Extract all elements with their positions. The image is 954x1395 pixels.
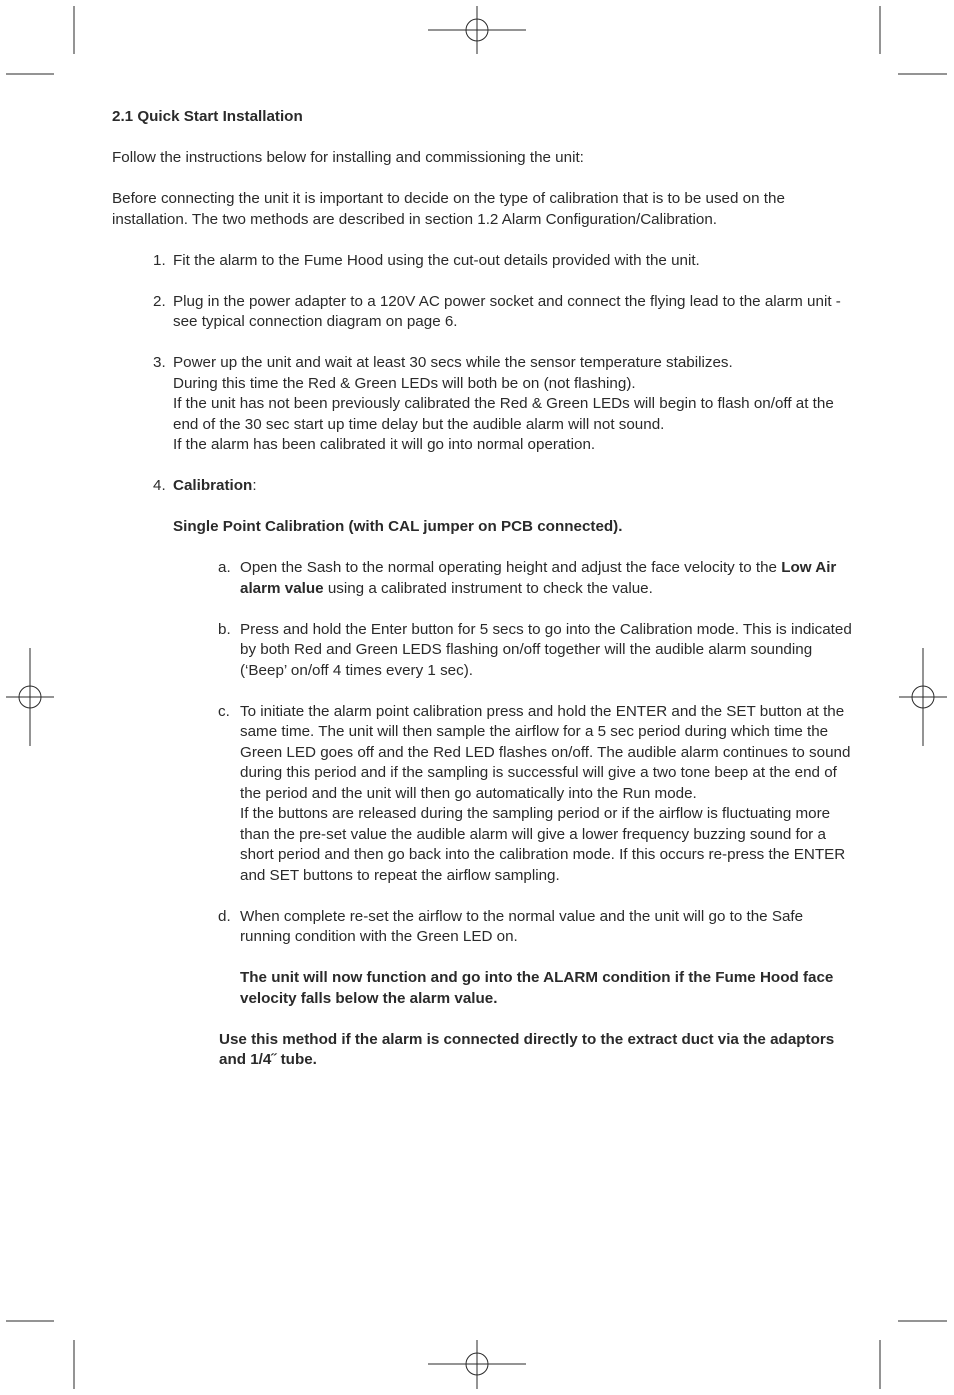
step-text: To initiate the alarm point calibration press and hold the ENTER and the SET button at the same time. The unit will then sample the airflow for a 5 sec period during which time the Green LED goes off and the Red LED flashes on/off. The audible alarm continues to sound during this period and if the sampling is successful will give a two tone beep at the end of the period and the unit will then go automatically into the Run mode.	[240, 702, 851, 802]
step-line: If the alarm has been calibrated it will go into normal operation.	[173, 436, 596, 453]
step-letter: c.	[218, 702, 230, 720]
calibration-colon: :	[252, 477, 257, 494]
low-air-alarm-value: Low Air alarm value	[240, 559, 837, 597]
step-text: using a calibrated instrument to check the value.	[323, 579, 653, 597]
step-line: During this time the Red & Green LEDs will both be on (not flashing).	[173, 374, 636, 392]
calibration-type-paragraph: Before connecting the unit it is important to decide on the type of calibration that is to be used on the installation. The two methods are described in section 1.2 Alarm Configuration/Calibration.	[112, 190, 785, 228]
step-letter: a.	[218, 559, 231, 576]
page-content	[112, 107, 852, 1071]
step-number: 2.	[153, 292, 166, 310]
step-2	[112, 292, 852, 333]
step-text: Plug in the power adapter to a 120V AC power socket and connect the flying lead to the alarm unit - see typical connection diagram on page 6.	[173, 292, 841, 330]
calibration-step-a	[112, 558, 852, 599]
step-letter: d.	[218, 907, 231, 925]
alarm-condition-note: The unit will now function and go into the ALARM condition if the Fume Hood face velocity falls below the alarm value.	[240, 969, 834, 1007]
step-number: 4.	[153, 477, 166, 494]
calibration-step-c	[112, 702, 852, 887]
step-4	[112, 476, 852, 497]
single-point-calibration-heading: Single Point Calibration (with CAL jumper on PCB connected).	[173, 518, 623, 535]
step-line: If the unit has not been previously calibrated the Red & Green LEDs will begin to flash on/off at the end of the 30 sec start up time delay but the audible alarm will not sound.	[173, 395, 834, 433]
step-text: When complete re-set the airflow to the normal value and the unit will go to the Safe running condition with the Green LED on.	[240, 907, 804, 945]
intro-paragraph: Follow the instructions below for installing and commissioning the unit:	[112, 149, 584, 166]
step-number: 1.	[153, 251, 166, 269]
step-line: Power up the unit and wait at least 30 secs while the sensor temperature stabilizes.	[173, 354, 733, 371]
section-title: 2.1 Quick Start Installation	[112, 108, 303, 125]
step-text: Press and hold the Enter button for 5 secs to go into the Calibration mode. This is indicated by both Red and Green LEDS flashing on/off together will the audible alarm sounding (‘Beep’ on/off 4 times every 1 sec).	[240, 620, 852, 679]
calibration-label: Calibration	[173, 477, 253, 494]
step-text: Open the Sash to the normal operating height and adjust the face velocity to the	[240, 559, 782, 576]
calibration-step-d	[112, 907, 852, 948]
step-number: 3.	[153, 354, 166, 371]
step-text: If the buttons are released during the sampling period or if the airflow is fluctuating more than the pre-set value the audible alarm will give a lower frequency buzzing sound for a short period and then go back into the calibration mode. If this occurs re-press the ENTER and SET buttons to repeat the airflow sampling.	[240, 805, 846, 884]
step-text: Fit the alarm to the Fume Hood using the cut-out details provided with the unit.	[173, 251, 700, 269]
calibration-step-b	[112, 620, 852, 682]
step-1	[112, 251, 852, 272]
step-3	[112, 353, 852, 456]
method-note: Use this method if the alarm is connected directly to the extract duct via the adaptors and 1/4˝ tube.	[219, 1030, 835, 1068]
step-letter: b.	[218, 620, 231, 638]
